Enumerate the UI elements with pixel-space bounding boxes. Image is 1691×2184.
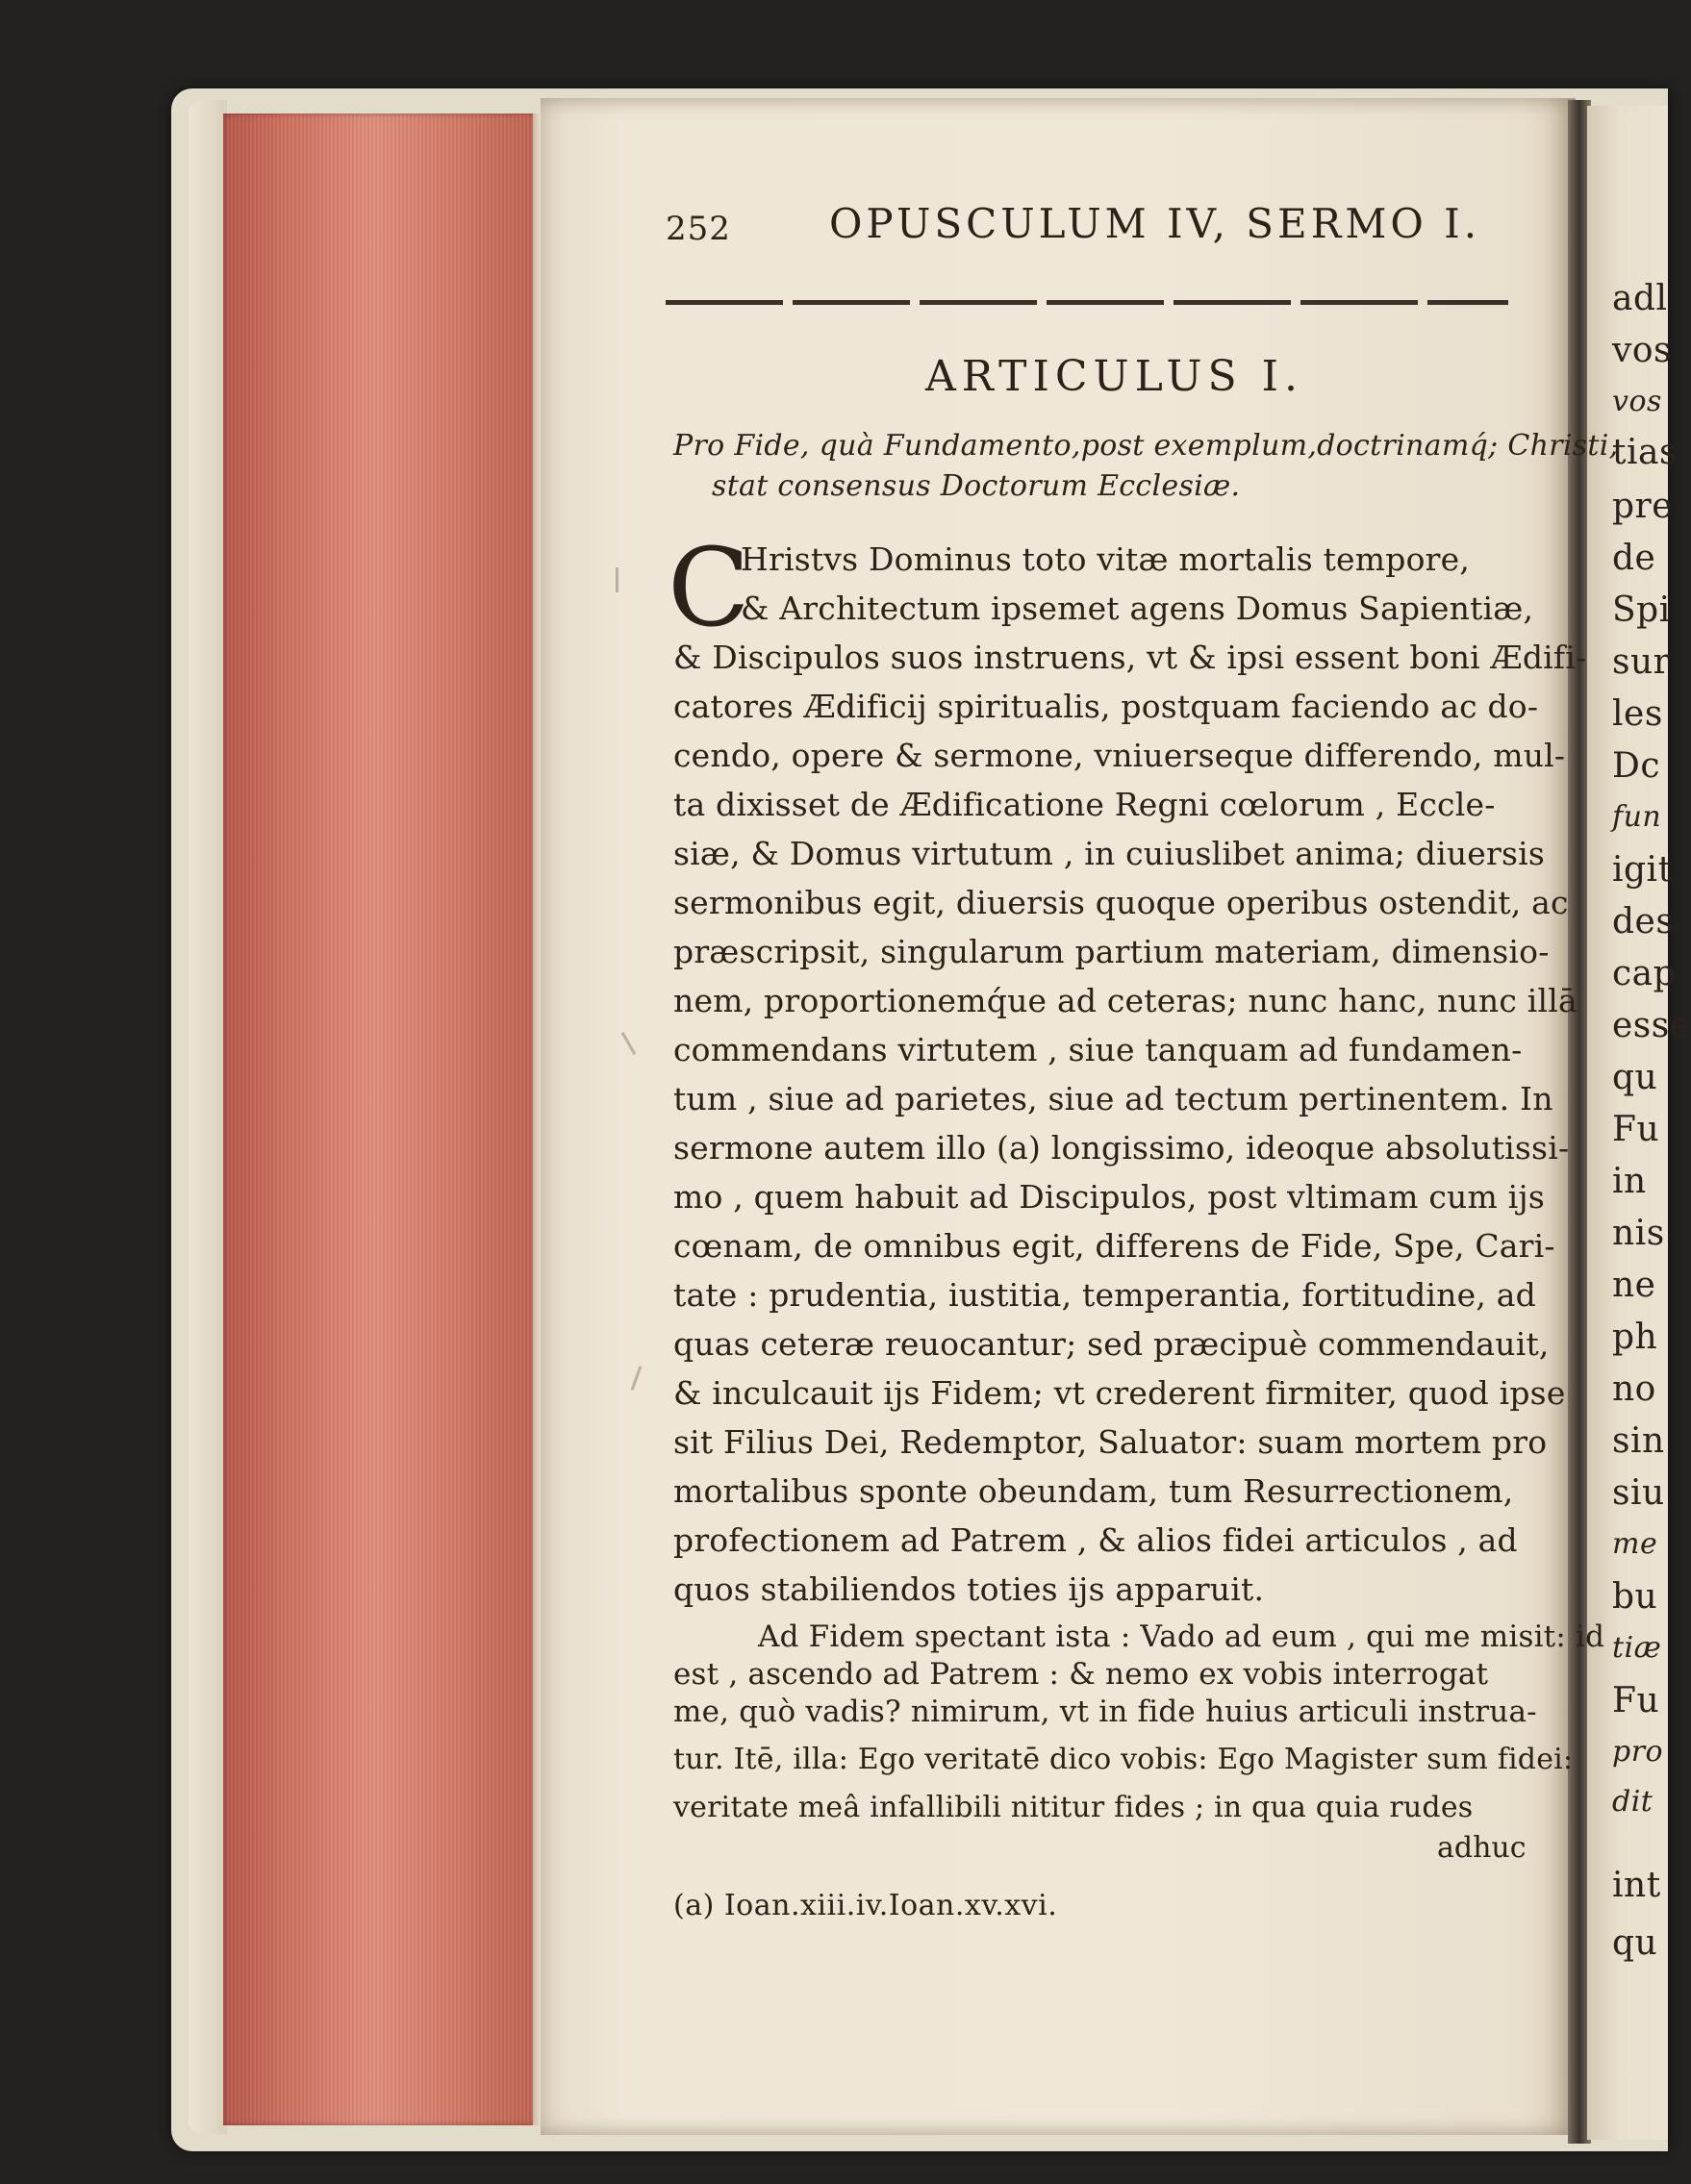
body-line: ta dixisset de Ædificatione Regni cœlorum , Eccle- (673, 786, 1496, 823)
catchword: adhuc (1437, 1831, 1527, 1865)
facing-fragment: in (1612, 1162, 1647, 1201)
facing-fragment: esse (1612, 1006, 1691, 1045)
facing-fragment: tiæ (1612, 1631, 1662, 1665)
facing-fragment: qu (1612, 1058, 1658, 1097)
binding-spine-edge (189, 100, 227, 2134)
body-line: veritate meâ infallibili nititur fides ; in qua quia rudes (673, 1791, 1474, 1824)
red-page-edges (223, 113, 537, 2125)
body-line: cœnam, de omnibus egit, differens de Fide, Spe, Cari- (673, 1227, 1555, 1265)
body-line: & inculcauit ijs Fidem; vt crederent firmiter, quod ipse (673, 1374, 1566, 1412)
body-line: me, quò vadis? nimirum, vt in fide huius articuli instrua- (673, 1694, 1537, 1729)
body-line: profectionem ad Patrem , & alios fidei articulos , ad (673, 1521, 1518, 1559)
facing-fragment: int (1612, 1866, 1661, 1905)
facing-fragment: fun (1612, 800, 1662, 834)
body-line: mo , quem habuit ad Discipulos, post vltimam cum ijs (673, 1178, 1545, 1216)
margin-mark (616, 567, 618, 592)
facing-fragment: cap (1612, 954, 1677, 993)
facing-page (1587, 106, 1691, 2140)
summary-line: stat consensus Doctorum Ecclesiæ. (712, 469, 1241, 503)
body-line: siæ, & Domus virtutum , in cuiuslibet anima; diuersis (673, 835, 1546, 872)
body-line: Hristvs Dominus toto vitæ mortalis tempore, (741, 540, 1471, 578)
facing-fragment: siu (1612, 1473, 1665, 1513)
body-line: tate : prudentia, iustitia, temperantia, fortitudine, ad (673, 1276, 1536, 1314)
body-line: tur. Itē, illa: Ego veritatē dico vobis: Ego Magister sum fidei: (673, 1743, 1574, 1776)
facing-fragment: des (1612, 902, 1675, 941)
running-head: OPUSCULUM IV, SERMO I. (829, 200, 1481, 247)
facing-fragment: nis (1612, 1214, 1665, 1253)
facing-fragment: pre (1612, 487, 1674, 526)
footnote: (a) Ioan.xiii.iv.Ioan.xv.xvi. (673, 1889, 1058, 1922)
body-line: mortalibus sponte obeundam, tum Resurrectionem, (673, 1472, 1514, 1510)
facing-fragment: dit (1612, 1785, 1653, 1819)
body-line: tum , siue ad parietes, siue ad tectum pertinentem. In (673, 1080, 1553, 1117)
facing-fragment: ne (1612, 1266, 1656, 1305)
body-line: sit Filius Dei, Redemptor, Saluator: suam mortem pro (673, 1423, 1548, 1461)
body-line: commendans virtutem , siue tanquam ad fundamen- (673, 1031, 1523, 1068)
body-line: cendo, opere & sermone, vniuerseque differendo, mul- (673, 737, 1566, 774)
facing-fragment: les (1612, 694, 1663, 734)
facing-fragment: sin (1612, 1421, 1665, 1461)
header-rule (666, 300, 1508, 305)
facing-fragment: adl (1612, 279, 1668, 318)
body-line: sermone autem illo (a) longissimo, ideoque absolutissi- (673, 1129, 1570, 1167)
body-line: nem, proportionemq́ue ad ceteras; nunc hanc, nunc illā (673, 982, 1577, 1019)
facing-fragment: qu (1612, 1923, 1658, 1963)
folio-number: 252 (666, 210, 731, 248)
facing-fragment: me (1612, 1527, 1658, 1561)
facing-fragment: tias (1612, 433, 1678, 472)
body-line: sermonibus egit, diuersis quoque operibus ostendit, ac (673, 884, 1569, 921)
body-line: Ad Fidem spectant ista : Vado ad eum , qui me misit: id (758, 1619, 1605, 1654)
body-line: quas ceteræ reuocantur; sed præcipuè commendauit, (673, 1325, 1550, 1363)
facing-fragment: pro (1612, 1735, 1664, 1769)
body-line: est , ascendo ad Patrem : & nemo ex vobis interrogat (673, 1657, 1489, 1692)
facing-fragment: de (1612, 539, 1656, 578)
body-line: & Architectum ipsemet agens Domus Sapientiæ, (741, 590, 1534, 627)
facing-fragment: bu (1612, 1577, 1658, 1617)
body-line: & Discipulos suos instruens, vt & ipsi essent boni Ædifi- (673, 639, 1587, 676)
facing-fragment: sur (1612, 642, 1671, 682)
summary-line: Pro Fide, quà Fundamento,post exemplum,doctrinamq́; Christi, (673, 429, 1619, 463)
facing-fragment: Dc (1612, 746, 1661, 786)
facing-fragment: vos (1612, 331, 1672, 370)
drop-cap: C (668, 526, 750, 651)
facing-fragment: ph (1612, 1318, 1658, 1357)
body-line: præscripsit, singularum partium materiam, dimensio- (673, 933, 1550, 970)
facing-fragment: igit (1612, 850, 1673, 890)
facing-fragment: Fu (1612, 1110, 1660, 1149)
body-line: quos stabiliendos toties ijs apparuit. (673, 1570, 1265, 1608)
body-line: catores Ædificij spiritualis, postquam faciendo ac do- (673, 688, 1539, 725)
facing-fragment: Fu (1612, 1681, 1660, 1720)
facing-fragment: Spi (1612, 590, 1671, 630)
facing-fragment: vos (1612, 385, 1662, 418)
facing-fragment: no (1612, 1369, 1656, 1409)
article-title: ARTICULUS I. (925, 352, 1303, 401)
